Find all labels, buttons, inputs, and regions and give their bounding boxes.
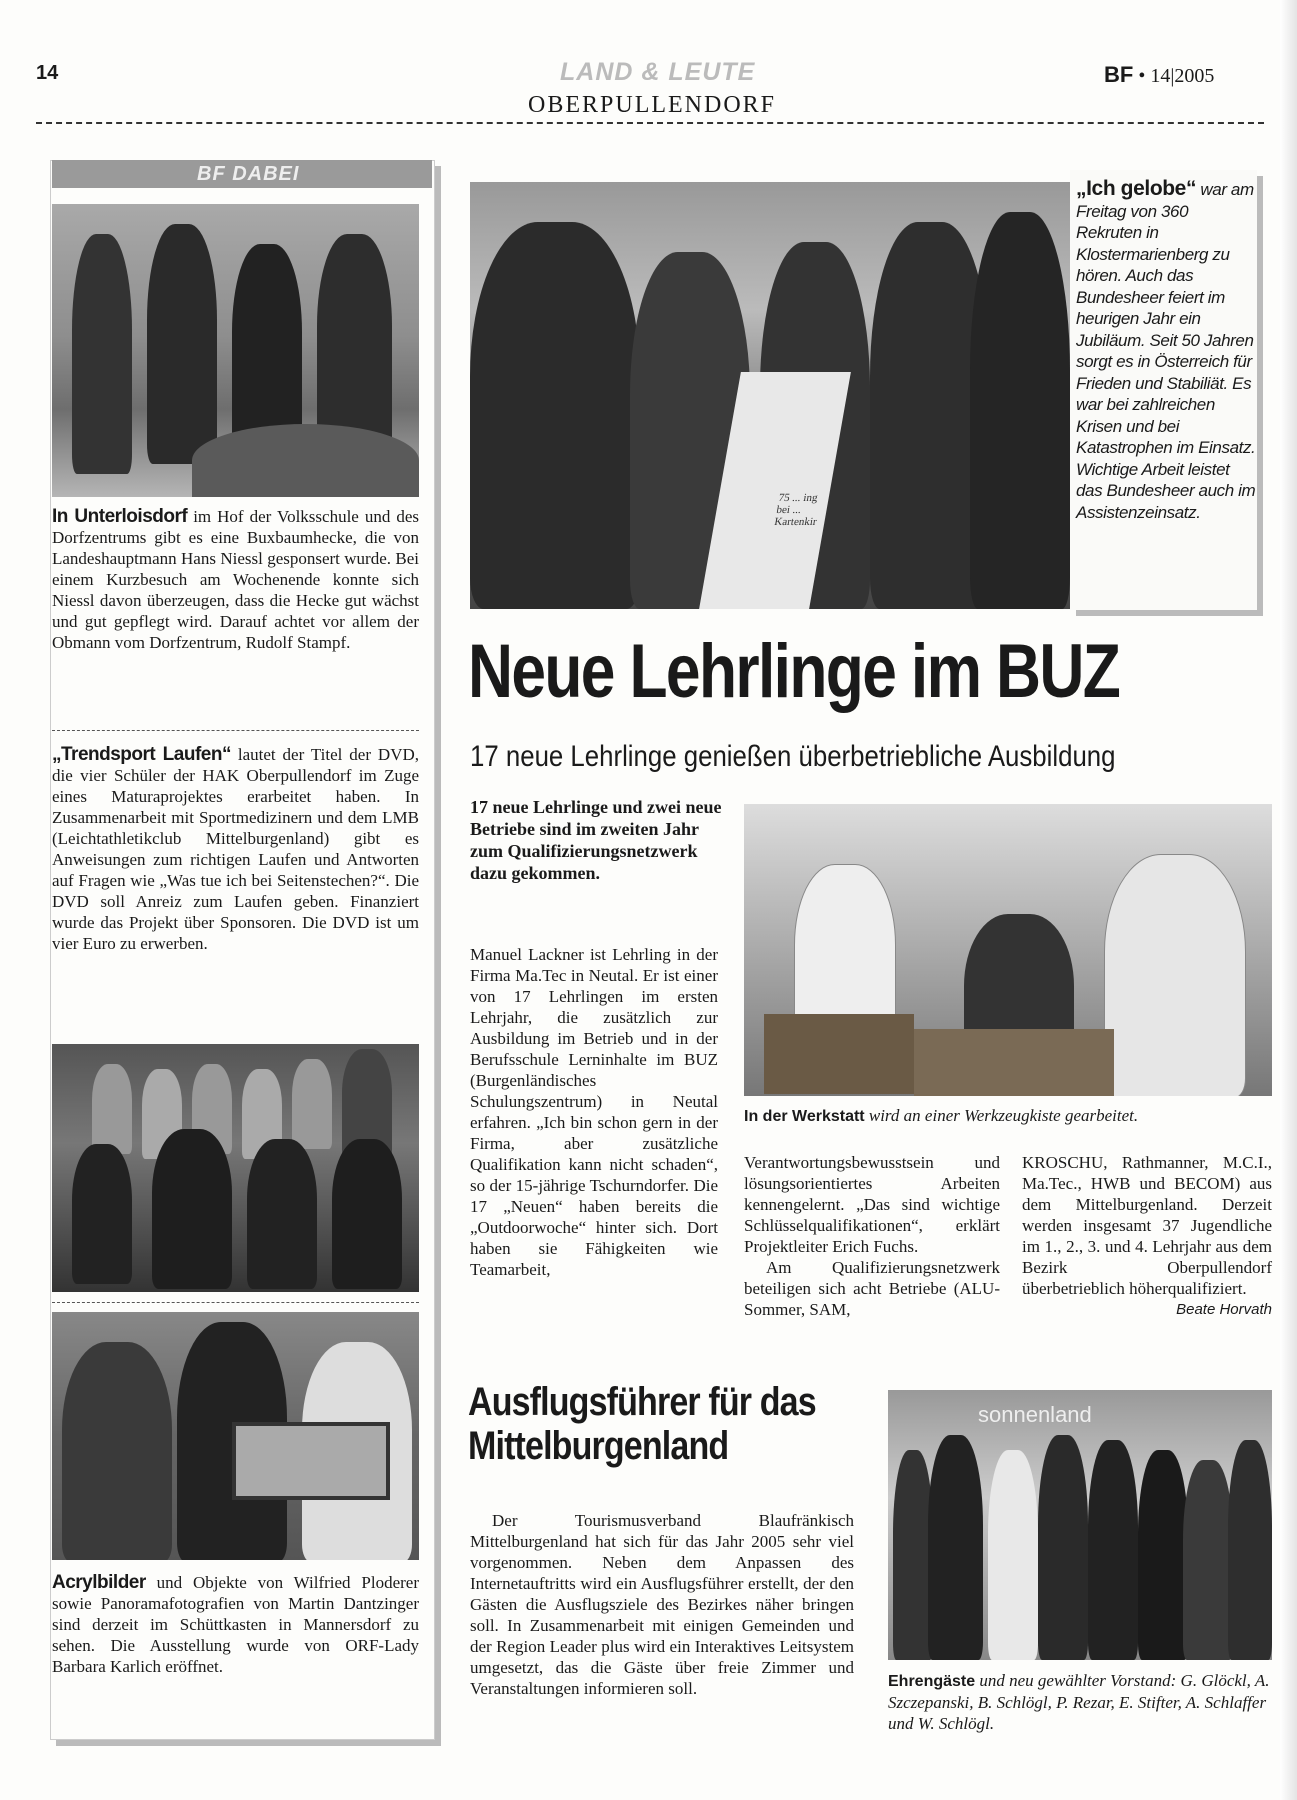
photo-swearing-in [470,182,1070,609]
photo-unterloisdorf [52,204,419,497]
person-figure [1088,1440,1138,1660]
header-rule [36,122,1264,124]
sidebar-item-3-lead: Acrylbilder [52,1572,146,1593]
person-figure [62,1342,172,1560]
person-figure [893,1450,933,1660]
person-figure [1183,1460,1233,1660]
main-subheadline: 17 neue Lehrlinge genießen überbetriebliche Ausbildung [470,740,1116,773]
person-figure [988,1450,1038,1660]
sidebar-item-3 [52,1572,419,1677]
photo-werkstatt [744,804,1272,1096]
main-col3-text: KROSCHU, Rathmanner, M.C.I., Ma.Tec., HWB und BECOM) aus dem Mittelburgenland. Derzeit werden insgesamt 37 Jugendliche im 1., 2., 3. und 4. Lehrjahr aus dem Bezirk Oberpullendorf überbetrieblich höherqualifiziert. [1022,1153,1272,1298]
top-story-caption-lead: „Ich gelobe“ [1076,177,1197,200]
page-edge [1280,0,1297,1800]
ehrengaeste-caption-text: und neu gewählter Vorstand: G. Glöckl, A. Szczepanski, B. Schlögl, P. Rezar, E. Stifter, A. Schlaffer und W. Schlögl. [888,1671,1270,1733]
issue-number: 14|2005 [1150,65,1215,87]
main-col2-text-b: Am Qualifizierungsnetzwerk beteiligen sich acht Betriebe (ALU-Sommer, SAM, [744,1258,1000,1319]
person-figure [72,234,132,474]
person-figure [92,1064,132,1154]
toolbox [764,1014,914,1094]
sidebar-label [52,160,432,188]
top-story-caption-text: war am Freitag von 360 Rekruten in Klostermarienberg zu hören. Auch das Bundesheer feiert im heurigen Jahr ein Jubiläum. Seit 50 Jahren sorgt es in Österreich für Frieden und Stabiliät. Es war bei zahlreichen Krisen und bei Katastrophen im Einsatz. Wichtige Arbeit leistet das Bundesheer auch im Assistenzeinsatz. [1076,180,1256,522]
page-number: 14 [36,62,59,84]
hedge [192,424,419,497]
flag-text: 75 ... ing bei ... Kartenkir [773,492,819,528]
werkstatt-caption-lead: In der Werkstatt [744,1108,865,1125]
top-story-caption [1076,178,1256,523]
sidebar-divider [52,730,419,731]
brand-dot: • [1138,65,1151,87]
person-figure [72,1144,132,1284]
painting [232,1422,390,1500]
photo-acrylbilder [52,1312,419,1560]
second-headline-line2: Mittelburgenland [468,1424,729,1468]
person-figure [1138,1450,1188,1660]
main-col2 [744,1152,1000,1320]
photo-hak-students [52,1044,419,1292]
second-headline [468,1380,816,1468]
main-intro: 17 neue Lehrlinge und zwei neue Betriebe sind im zweiten Jahr zum Qualifizierungsnetzwerk dazu gekommen. [470,797,722,883]
toolbox [914,1029,1114,1096]
section-title: LAND & LEUTE [560,58,756,86]
person-figure [928,1435,983,1660]
banner-text: sonnenland [978,1402,1092,1427]
sidebar-divider [52,1302,419,1303]
werkstatt-caption [744,1106,1272,1126]
ehrengaeste-caption-lead: Ehrengäste [888,1673,976,1690]
second-headline-line1: Ausflugsführer für das [468,1380,816,1424]
sidebar-item-2-lead: „Trendsport Laufen“ [52,744,231,765]
sidebar-item-2-text: lautet der Titel der DVD, die vier Schüler der HAK Oberpullendorf im Zuge eines Maturaprojektes erarbeitet haben. In Zusammenarbeit mit Sportmedizinern und dem LMB (Leichtathletikclub Mittelburgenland) gibt es Anweisungen zum richtigen Laufen und Antworten auf Fragen wie „Was tue ich bei Seitenstechen?“. Die DVD soll Anreiz zum Laufen geben. Finanziert wurde das Projekt über Sponsoren. Die DVD ist um vier Euro zu erwerben. [52,745,420,953]
person-figure [152,1129,232,1289]
sidebar-item-1-lead: In Unterloisdorf [52,506,188,527]
person-figure [332,1139,402,1289]
main-col3 [1022,1152,1272,1320]
soldier-figure [970,212,1070,609]
person-figure [1104,854,1246,1096]
main-author: Beate Horvath [1176,1301,1272,1318]
sidebar-item-1-text: im Hof der Volksschule und des Dorfzentrums gibt es eine Buxbaumhecke, die von Landeshauptmann Hans Niessl gesponsert wurde. Bei einem Kurzbesuch am Wochenende konnte sich Niessl davon überzeugen, dass die Hecke gut wächst und gut gepflegt wird. Darauf achtet vor allem der Obmann vom Dorfzentrum, Rudolf Stampf. [52,507,419,652]
person-figure [1038,1435,1088,1660]
ehrengaeste-caption [888,1670,1272,1734]
sidebar-label-text: BF DABEI [197,163,300,185]
main-col2-text: Verantwortungsbewusstsein und lösungsorientiertes Arbeiten kennengelernt. „Das sind wichtige Schlüsselqualifikationen“, erklärt Projektleiter Erich Fuchs. [744,1153,1000,1256]
person-figure [147,224,217,464]
brand [1104,62,1214,88]
sidebar-item-1 [52,506,419,653]
main-col1: Manuel Lackner ist Lehrling in der Firma Ma.Tec in Neutal. Er ist einer von 17 Lehrlingen im ersten Lehrjahr, die zusätzlich zur Ausbildung im Betrieb und in der Berufsschule Lerninhalte im BUZ (Burgenländisches Schulungszentrum) in Neutal erfahren. „Ich bin schon gern in der Firma, aber zusätzliche Qualifikation kann nicht schaden“, so der 15-jährige Tschurndorfer. Die 17 „Neuen“ haben bereits die „Outdoorwoche“ hinter sich. Dort haben sie Fähigkeiten wie Teamarbeit, [470,945,718,1279]
region-title: OBERPULLENDORF [528,92,777,118]
second-body: Der Tourismusverband Blaufränkisch Mittelburgenland hat sich für das Jahr 2005 sehr viel vorgenommen. Neben dem Anpassen des Internetauftritts wird ein Ausflugsführer erstellt, der den Gästen die Ausflugsziele des Bezirkes näher bringen soll. In Zusammenarbeit mit einigen Gemeinden und der Region Leader plus wird ein Interaktives Leitsystem umgesetzt, das die Gäste über freie Zimmer und Veranstaltungen informieren soll. [470,1511,854,1698]
person-figure [1228,1440,1272,1660]
brand-logo: BF [1104,62,1134,87]
werkstatt-caption-text: wird an einer Werkzeugkiste gearbeitet. [864,1106,1139,1125]
person-figure [247,1139,317,1289]
sidebar-item-3-text: und Objekte von Wilfried Ploderer sowie Panoramafotografien von Martin Dantzinger sind derzeit im Schüttkasten in Mannersdorf zu sehen. Die Ausstellung wurde von ORF-Lady Barbara Karlich eröffnet. [52,1573,419,1676]
main-headline: Neue Lehrlinge im BUZ [468,629,1120,714]
soldier-figure [470,222,640,609]
sidebar-item-2 [52,744,419,954]
photo-ehrengaeste [888,1390,1272,1660]
person-figure [292,1059,332,1149]
